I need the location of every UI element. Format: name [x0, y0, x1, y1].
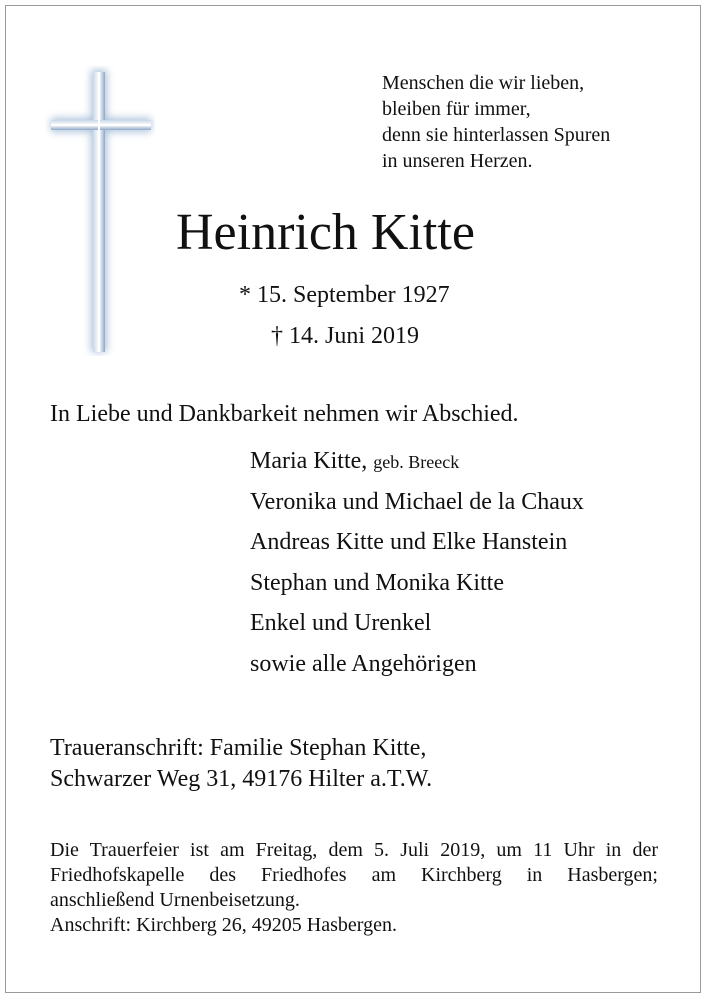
mourner-line: sowie alle Angehörigen [250, 650, 477, 677]
address-line: Schwarzer Weg 31, 49176 Hilter a.T.W. [50, 766, 433, 792]
verse-line: Menschen die wir lieben, [382, 72, 585, 94]
death-date: † 14. Juni 2019 [271, 323, 420, 349]
mourners-list [250, 446, 584, 689]
ceremony-line: Anschrift: Kirchberg 26, 49205 Hasbergen. [50, 914, 397, 936]
ceremony-info [50, 838, 658, 938]
ceremony-line: anschließend Urnenbeisetzung. [50, 889, 300, 911]
mourner-line: Veronika und Michael de la Chaux [250, 488, 584, 515]
verse-line: in unseren Herzen. [382, 150, 533, 172]
mourner-name: Maria Kitte, [250, 448, 368, 474]
verse-line: denn sie hinterlassen Spuren [382, 124, 611, 146]
mourner-line: Andreas Kitte und Elke Hanstein [250, 529, 568, 555]
mourning-address [50, 733, 432, 795]
address-line: Traueranschrift: Familie Stephan Kitte, [50, 735, 427, 761]
verse-line: bleiben für immer, [382, 98, 531, 120]
farewell-text: In Liebe und Dankbarkeit nehmen wir Abschied. [50, 401, 519, 427]
birth-date: * 15. September 1927 [239, 282, 450, 308]
maiden-name-note: geb. Breeck [373, 452, 460, 472]
deceased-name: Heinrich Kitte [176, 204, 475, 261]
ceremony-line: Friedhofskapelle des Friedhofes am Kirchberg in Hasbergen; [50, 864, 658, 886]
memorial-verse [382, 70, 610, 174]
ceremony-line: Die Trauerfeier ist am Freitag, dem 5. Juli 2019, um 11 Uhr in der [50, 839, 658, 861]
mourner-line: Stephan und Monika Kitte [250, 569, 504, 596]
mourner-line [250, 446, 584, 487]
cross-icon [45, 66, 155, 356]
mourner-line: Enkel und Urenkel [250, 610, 432, 636]
